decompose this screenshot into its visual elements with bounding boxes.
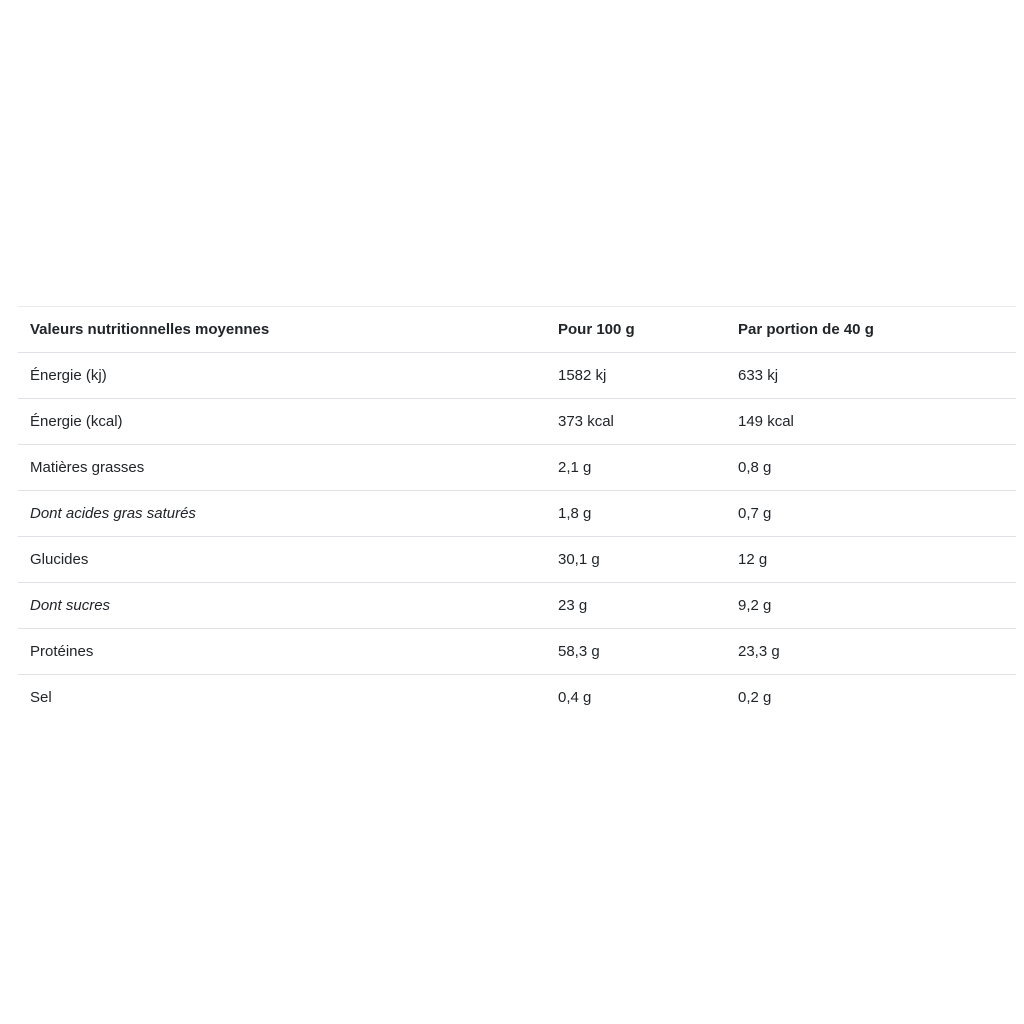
value-per-portion: 0,8 g xyxy=(726,445,1016,491)
value-per-portion: 23,3 g xyxy=(726,629,1016,675)
table-row-acides-gras-satures xyxy=(18,491,1016,537)
table-row-sel xyxy=(18,675,1016,721)
value-per-100g: 30,1 g xyxy=(546,537,726,583)
column-header-per-portion: Par portion de 40 g xyxy=(726,307,1016,353)
value-per-100g: 1582 kj xyxy=(546,353,726,399)
value-per-portion: 0,2 g xyxy=(738,689,772,706)
table-row-sucres xyxy=(18,583,1016,629)
nutrient-label: Énergie (kcal) xyxy=(18,399,546,445)
table-header-row xyxy=(18,307,1016,353)
value-per-100g: 58,3 g xyxy=(546,629,726,675)
value-per-portion: 9,2 g xyxy=(726,583,1016,629)
table-row-glucides xyxy=(18,537,1016,583)
nutrient-label: Énergie (kj) xyxy=(18,353,546,399)
value-per-portion: 633 kj xyxy=(726,353,1016,399)
value-per-100g: 0,4 g xyxy=(558,689,592,706)
nutrition-table-section xyxy=(18,306,1016,720)
value-per-portion: 12 g xyxy=(726,537,1016,583)
column-header-nutrient: Valeurs nutritionnelles moyennes xyxy=(18,307,546,353)
value-per-portion: 149 kcal xyxy=(726,399,1016,445)
table-row-proteines xyxy=(18,629,1016,675)
nutrient-label: Protéines xyxy=(18,629,546,675)
table-row-energie-kj xyxy=(18,353,1016,399)
value-per-100g: 1,8 g xyxy=(546,491,726,537)
nutrient-label: Sel xyxy=(30,689,52,706)
value-per-100g: 373 kcal xyxy=(546,399,726,445)
table-row-matieres-grasses xyxy=(18,445,1016,491)
nutrient-label: Dont sucres xyxy=(18,583,546,629)
value-per-portion: 0,7 g xyxy=(726,491,1016,537)
nutrient-label: Dont acides gras saturés xyxy=(18,491,546,537)
value-per-100g: 23 g xyxy=(546,583,726,629)
nutrient-label: Matières grasses xyxy=(18,445,546,491)
value-per-100g: 2,1 g xyxy=(546,445,726,491)
nutrition-table xyxy=(18,306,1016,720)
column-header-per-100g: Pour 100 g xyxy=(546,307,726,353)
nutrient-label: Glucides xyxy=(18,537,546,583)
table-row-energie-kcal xyxy=(18,399,1016,445)
